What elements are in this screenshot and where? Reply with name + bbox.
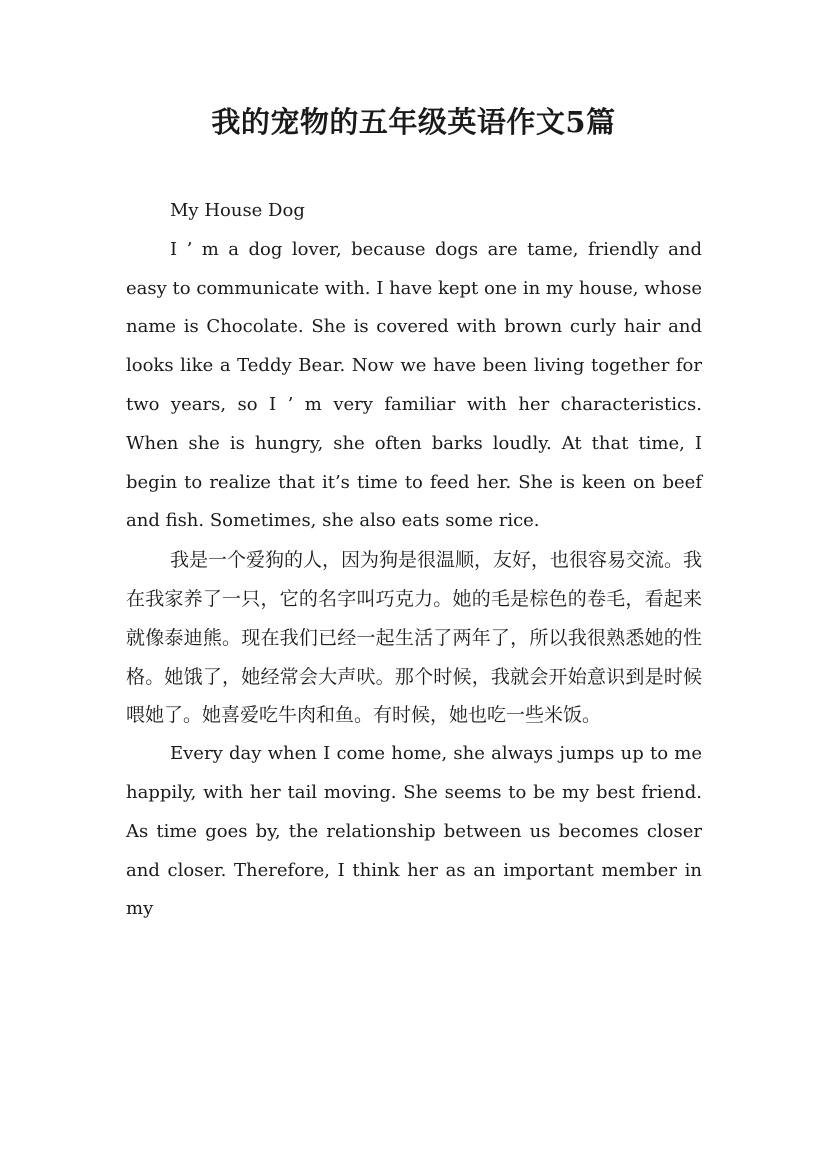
paragraph-english-1: I ’ m a dog lover, because dogs are tame, friendly and easy to communicate with. I have kept one in my house, whose name is Chocolate. She is covered with brown curly hair and looks like a Teddy Bear. Now we have been living together for two years, so I ’ m very familiar with her characteristics. When she is hungry, she often barks loudly. At that time, I begin to realize that it’s time to feed her. She is keen on beef and fish. Sometimes, she also eats some rice. bbox=[126, 238, 702, 532]
essay-subheading: My House Dog bbox=[170, 200, 305, 221]
document-body bbox=[126, 192, 702, 929]
paragraph-chinese-1: 我是一个爱狗的人，因为狗是很温顺，友好，也很容易交流。我在我家养了一只，它的名字叫巧克力。她的毛是棕色的卷毛，看起来就像泰迪熊。现在我们已经一起生活了两年了，所以我很熟悉她的性格。她饿了，她经常会大声吠。那个时候，我就会开始意识到是时候喂她了。她喜爱吃牛肉和鱼。有时候，她也吃一些米饭。 bbox=[126, 549, 703, 727]
paragraph-english-2: Every day when I come home, she always jumps up to me happily, with her tail moving. She seems to be my best friend. As time goes by, the relationship between us becomes closer and closer. Therefore, I think her as an important member in my bbox=[126, 743, 702, 920]
document-title: 我的宠物的五年级英语作文5篇 bbox=[211, 105, 616, 139]
